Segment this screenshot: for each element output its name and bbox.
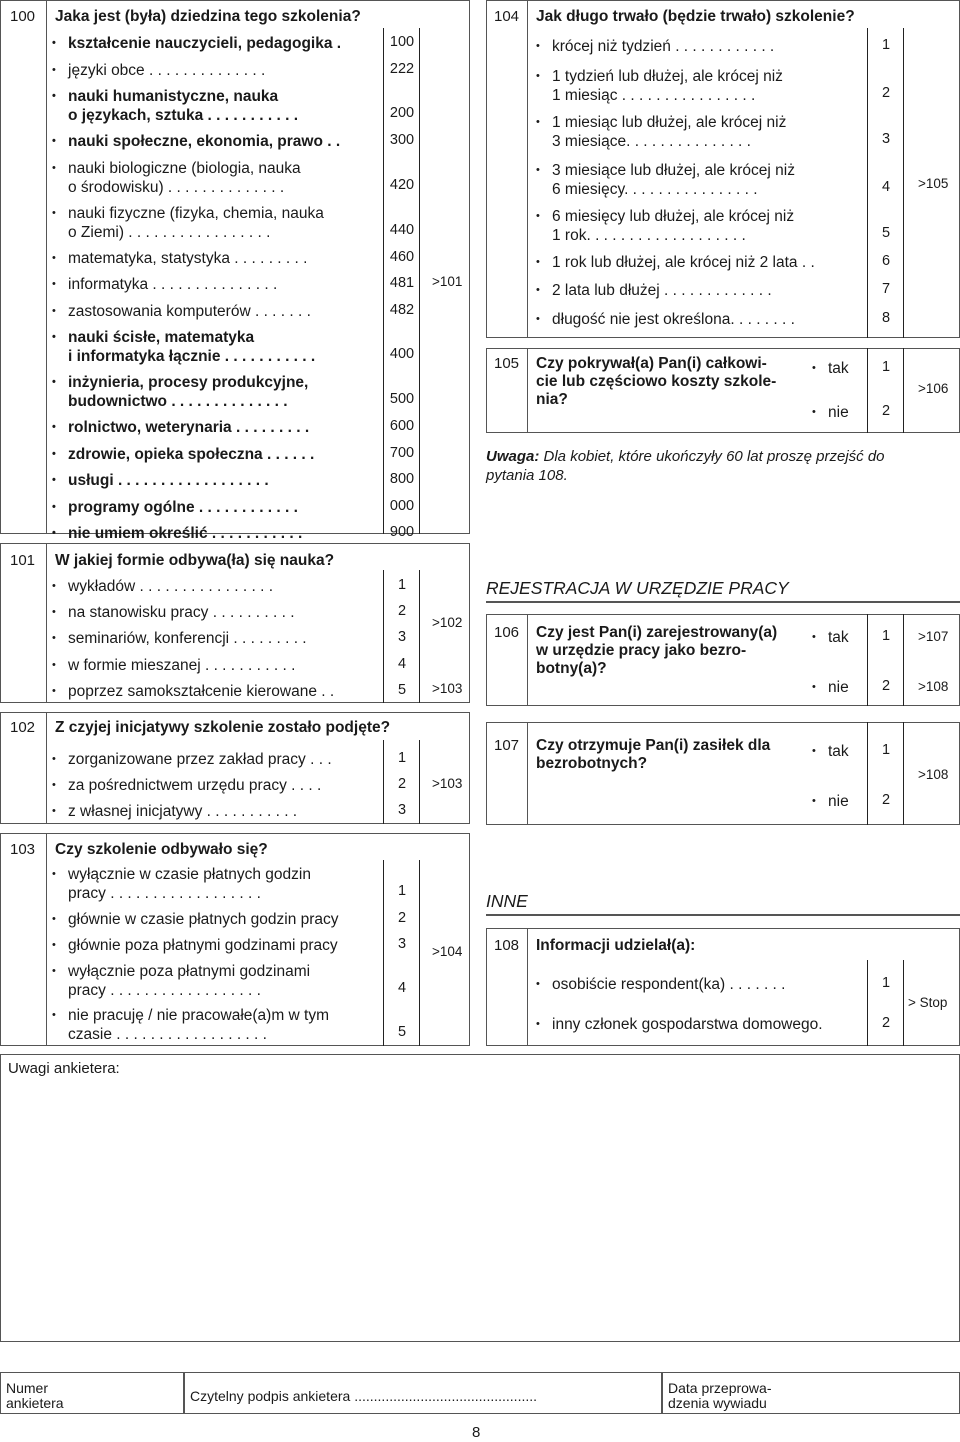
q100-option-label: języki obce . . . . . . . . . . . . . .: [68, 61, 266, 79]
q103-skip: >104: [432, 944, 463, 959]
q105-no[interactable]: • nie: [812, 404, 849, 421]
bullet-icon: •: [52, 658, 56, 671]
bullet-icon: •: [536, 284, 540, 296]
q104-code[interactable]: 4: [881, 179, 891, 195]
q104-code[interactable]: 8: [881, 310, 891, 326]
bullet-icon: •: [536, 164, 540, 176]
q100-option[interactable]: [52, 34, 341, 53]
q100-code[interactable]: 460: [389, 248, 415, 265]
q102-option[interactable]: [52, 750, 332, 769]
q107-no[interactable]: • nie: [812, 793, 849, 810]
q100-option-label: informatyka . . . . . . . . . . . . . . .: [68, 276, 278, 293]
bullet-icon: •: [52, 278, 56, 290]
q101-option[interactable]: [52, 656, 295, 675]
bullet-icon: •: [52, 474, 56, 486]
q100-code[interactable]: 222: [389, 60, 415, 77]
bullet-icon: •: [536, 210, 540, 222]
interview-date-label: Data przeprowa- dzenia wywiadu: [668, 1380, 772, 1411]
bullet-icon: •: [52, 805, 56, 818]
q100-code[interactable]: 100: [389, 34, 415, 50]
q100-option[interactable]: [52, 275, 277, 294]
q105-line3: nia?: [536, 391, 568, 408]
q100-code[interactable]: 440: [389, 221, 415, 238]
q100-option-label: usługi . . . . . . . . . . . . . . . . . .: [68, 472, 269, 489]
q107-code-2[interactable]: 2: [881, 792, 891, 808]
q104-option[interactable]: [536, 310, 795, 329]
signature-label: Czytelny podpis ankietera ...............................................: [190, 1388, 538, 1404]
section-other-title: INNE: [486, 891, 960, 916]
q104-option-label: 1 miesiąc lub dłużej, ale krócej niż 3 miesiące. . . . . . . . . . . . . . .: [552, 114, 787, 150]
bullet-icon: •: [52, 779, 56, 792]
q102-number: 102: [10, 719, 36, 736]
q103-code[interactable]: 2: [397, 910, 407, 926]
q101-skip-103: >103: [432, 681, 463, 696]
q100-option-label: nauki społeczne, ekonomia, prawo . .: [68, 133, 341, 150]
q103-option-label: wyłącznie poza płatnymi godzinami pracy . . . . . . . . . . . . . . . . . .: [68, 963, 311, 999]
q100-option[interactable]: [52, 204, 324, 242]
bullet-icon: •: [52, 500, 56, 513]
q100-code[interactable]: 500: [389, 391, 415, 407]
q106-yes[interactable]: • tak: [812, 629, 849, 646]
q104-option[interactable]: [536, 113, 786, 151]
q100-number: 100: [10, 8, 36, 25]
q100-option[interactable]: [52, 498, 298, 517]
q104-code[interactable]: 1: [881, 37, 891, 53]
bullet-icon: •: [52, 251, 56, 264]
q102-title: Z czyjej inicjatywy szkolenie zostało podjęte?: [55, 719, 391, 736]
q101-code[interactable]: 3: [397, 629, 407, 646]
women-note: Uwaga: Dla kobiet, które ukończyły 60 lat proszę przejść do pytania 108.: [486, 448, 885, 484]
q101-option-label: poprzez samokształcenie kierowane . .: [68, 682, 335, 700]
bullet-icon: •: [52, 527, 56, 539]
q100-option[interactable]: [52, 132, 340, 151]
q106-line1: Czy jest Pan(i) zarejestrowany(a): [536, 624, 778, 641]
q103-option-label: głównie w czasie płatnych godzin pracy: [68, 911, 339, 928]
q102-option[interactable]: [52, 802, 297, 821]
bullet-icon: •: [52, 90, 56, 102]
bullet-icon: •: [52, 580, 56, 592]
interviewer-number-label: Numer ankietera: [6, 1380, 64, 1411]
bullet-icon: •: [536, 256, 540, 268]
q100-code[interactable]: 400: [389, 346, 415, 362]
q103-option[interactable]: [52, 865, 311, 903]
bullet-icon: •: [52, 161, 56, 174]
bullet-icon: •: [52, 37, 56, 49]
q100-option[interactable]: [52, 302, 311, 321]
q100-option-label: kształcenie nauczycieli, pedagogika .: [68, 35, 342, 52]
q104-skip: >105: [918, 176, 949, 191]
q108-option-other[interactable]: • inny członek gospodarstwa domowego.: [536, 1016, 823, 1033]
q103-option-label: wyłącznie w czasie płatnych godzin pracy . . . . . . . . . . . . . . . . . .: [68, 866, 311, 902]
q105-number: 105: [494, 355, 520, 372]
q100-option[interactable]: [52, 328, 315, 366]
q100-code[interactable]: 800: [389, 471, 415, 487]
bullet-icon: •: [52, 939, 56, 951]
q100-option[interactable]: [52, 61, 265, 80]
bullet-icon: •: [52, 63, 56, 76]
bullet-icon: •: [52, 447, 56, 460]
q105-skip: >106: [918, 381, 949, 396]
q103-title: Czy szkolenie odbywało się?: [55, 841, 268, 858]
q100-option-label: zastosowania komputerów . . . . . . .: [68, 302, 311, 320]
q101-option-label: seminariów, konferencji . . . . . . . . .: [68, 630, 307, 648]
q103-option[interactable]: [52, 1006, 329, 1044]
q100-option-label: inżynieria, procesy produkcyjne, budownictwo . . . . . . . . . . . . . .: [68, 374, 309, 410]
q104-option-label: 3 miesiące lub dłużej, ale krócej niż 6 miesięcy. . . . . . . . . . . . . . . .: [552, 162, 795, 198]
bullet-icon: •: [52, 965, 56, 977]
q100-skip: >101: [432, 274, 463, 289]
q100-option[interactable]: [52, 418, 309, 437]
bullet-icon: •: [536, 70, 540, 82]
q104-option[interactable]: [536, 207, 794, 245]
q105-yes[interactable]: • tak: [812, 360, 849, 377]
q105-line2: cie lub częściowo koszty szkole-: [536, 373, 777, 390]
q108-code-2[interactable]: 2: [881, 1015, 891, 1031]
q103-option-label: głównie poza płatnymi godzinami pracy: [68, 937, 338, 954]
q108-number: 108: [494, 937, 520, 954]
q104-option-label: 6 miesięcy lub dłużej, ale krócej niż 1 rok. . . . . . . . . . . . . . . . . . .: [552, 208, 795, 244]
q108-skip: > Stop: [908, 995, 948, 1010]
section-registration-title: REJESTRACJA W URZĘDZIE PRACY: [486, 578, 960, 603]
q100-code[interactable]: 700: [389, 444, 415, 461]
q107-code-1[interactable]: 1: [881, 742, 891, 758]
bullet-icon: •: [52, 135, 56, 147]
bullet-icon: •: [52, 376, 56, 388]
q100-code[interactable]: 482: [389, 301, 415, 318]
q103-code[interactable]: 3: [397, 936, 407, 952]
q103-option[interactable]: [52, 936, 338, 955]
q101-code[interactable]: 1: [397, 577, 407, 593]
q103-option-label: nie pracuję / nie pracowałe(a)m w tym czasie . . . . . . . . . . . . . . . . . .: [68, 1007, 330, 1043]
q104-code[interactable]: 2: [881, 85, 891, 101]
q104-option-label: 2 lata lub dłużej . . . . . . . . . . . . .: [552, 282, 772, 299]
q102-code[interactable]: 3: [397, 802, 407, 819]
q103-code[interactable]: 1: [397, 883, 407, 899]
q101-option[interactable]: [52, 577, 273, 596]
bullet-icon: •: [52, 868, 56, 880]
q101-skip-102: >102: [432, 615, 463, 630]
q107-line1: Czy otrzymuje Pan(i) zasiłek dla: [536, 737, 771, 754]
remarks-box[interactable]: [0, 1054, 960, 1342]
q106-line2: w urzędzie pracy jako bezro-: [536, 642, 747, 659]
q100-option-label: nauki fizyczne (fizyka, chemia, nauka o Ziemi) . . . . . . . . . . . . . . . . .: [68, 204, 324, 241]
q108-code-1[interactable]: 1: [881, 975, 891, 991]
q104-option[interactable]: [536, 161, 795, 199]
q104-number: 104: [494, 8, 520, 25]
q100-option-label: nie umiem określić . . . . . . . . . . .: [68, 525, 303, 542]
q101-code[interactable]: 5: [397, 681, 407, 698]
q100-option[interactable]: [52, 445, 314, 464]
q100-code[interactable]: 600: [389, 418, 415, 434]
q100-title: Jaka jest (była) dziedzina tego szkolenia?: [55, 8, 361, 25]
q103-code[interactable]: 4: [397, 980, 407, 996]
q100-option-label: zdrowie, opieka społeczna . . . . . .: [68, 445, 315, 463]
q103-code[interactable]: 5: [397, 1024, 407, 1040]
q106-skip-108: >108: [918, 679, 949, 694]
q100-option[interactable]: [52, 87, 298, 125]
q101-option-label: wykładów . . . . . . . . . . . . . . . .: [68, 578, 273, 595]
q100-option-label: matematyka, statystyka . . . . . . . . .: [68, 249, 308, 267]
q106-line3: botny(a)?: [536, 660, 607, 677]
q101-option[interactable]: [52, 629, 307, 648]
q101-code[interactable]: 4: [397, 655, 407, 672]
q104-option-label: długość nie jest określona. . . . . . . .: [552, 311, 795, 328]
bullet-icon: •: [536, 313, 540, 325]
q101-option[interactable]: [52, 682, 334, 701]
q106-skip-107: >107: [918, 629, 949, 644]
q104-code[interactable]: 3: [881, 131, 891, 147]
q100-option-label: nauki humanistyczne, nauka o językach, sztuka . . . . . . . . . . .: [68, 88, 298, 124]
q104-option[interactable]: [536, 37, 774, 56]
q108-option-self[interactable]: • osobiście respondent(ka) . . . . . . .: [536, 976, 786, 993]
bullet-icon: •: [52, 206, 56, 219]
q103-number: 103: [10, 841, 36, 858]
q100-option[interactable]: [52, 159, 301, 197]
bullet-icon: •: [52, 632, 56, 645]
q104-option-label: krócej niż tydzień . . . . . . . . . . . .: [552, 38, 775, 55]
q105-code-2[interactable]: 2: [881, 403, 891, 419]
q106-code-1[interactable]: 1: [881, 628, 891, 644]
bullet-icon: •: [52, 606, 56, 619]
q104-code[interactable]: 6: [881, 253, 891, 269]
q100-option[interactable]: [52, 524, 302, 543]
q100-code[interactable]: 200: [389, 105, 415, 121]
q100-option-label: nauki biologiczne (biologia, nauka o środowisku) . . . . . . . . . . . . . .: [68, 159, 301, 196]
q102-option-label: z własnej inicjatywy . . . . . . . . . . .: [68, 803, 298, 821]
page-number: 8: [472, 1424, 481, 1441]
q100-option[interactable]: [52, 373, 308, 411]
q104-option[interactable]: [536, 253, 815, 272]
q100-option[interactable]: [52, 249, 307, 268]
bullet-icon: •: [52, 753, 56, 765]
q105-line1: Czy pokrywał(a) Pan(i) całkowi-: [536, 355, 767, 372]
q104-option-label: 1 rok lub dłużej, ale krócej niż 2 lata . .: [552, 254, 815, 271]
bullet-icon: •: [536, 116, 540, 128]
q101-title: W jakiej formie odbywa(ła) się nauka?: [55, 552, 335, 569]
q101-option-label: w formie mieszanej . . . . . . . . . . .: [68, 656, 296, 674]
q100-option-label: rolnictwo, weterynaria . . . . . . . . .: [68, 419, 310, 436]
q101-option-label: na stanowisku pracy . . . . . . . . . .: [68, 604, 295, 622]
bullet-icon: •: [52, 684, 56, 697]
q100-code[interactable]: 481: [389, 275, 415, 291]
q106-no[interactable]: • nie: [812, 679, 849, 696]
q101-number: 101: [10, 552, 36, 569]
q100-code[interactable]: 420: [389, 176, 415, 193]
q104-code[interactable]: 5: [881, 225, 891, 241]
q100-option[interactable]: [52, 471, 269, 490]
q102-code[interactable]: 2: [397, 776, 407, 793]
q104-title: Jak długo trwało (będzie trwało) szkolenie?: [536, 8, 855, 25]
q100-code[interactable]: 000: [389, 497, 415, 514]
q105-code-1[interactable]: 1: [881, 359, 891, 375]
q107-yes[interactable]: • tak: [812, 743, 849, 760]
q108-title: Informacji udzielał(a):: [536, 937, 696, 954]
q107-skip: >108: [918, 767, 949, 782]
q100-code[interactable]: 300: [389, 132, 415, 148]
q104-option[interactable]: [536, 281, 772, 300]
q106-number: 106: [494, 624, 520, 641]
q100-code[interactable]: 900: [389, 524, 415, 540]
q102-option-label: zorganizowane przez zakład pracy . . .: [68, 751, 332, 768]
bullet-icon: •: [536, 40, 540, 52]
q101-option[interactable]: [52, 603, 295, 622]
bullet-icon: •: [52, 913, 56, 925]
bullet-icon: •: [52, 1009, 56, 1021]
q102-option-label: za pośrednictwem urzędu pracy . . . .: [68, 777, 322, 795]
q101-code[interactable]: 2: [397, 603, 407, 620]
q104-option-label: 1 tydzień lub dłużej, ale krócej niż 1 miesiąc . . . . . . . . . . . . . . . .: [552, 68, 783, 104]
remarks-label: Uwagi ankietera:: [8, 1060, 120, 1077]
q100-option-label: programy ogólne . . . . . . . . . . . .: [68, 498, 298, 516]
q107-number: 107: [494, 737, 520, 754]
q103-option[interactable]: [52, 910, 339, 929]
q104-option[interactable]: [536, 67, 783, 105]
bullet-icon: •: [52, 304, 56, 317]
q103-option[interactable]: [52, 962, 310, 1000]
bullet-icon: •: [52, 331, 56, 343]
q102-option[interactable]: [52, 776, 321, 795]
q102-code[interactable]: 1: [397, 750, 407, 766]
bullet-icon: •: [52, 421, 56, 433]
q100-option-label: nauki ścisłe, matematyka i informatyka łącznie . . . . . . . . . . .: [68, 329, 316, 365]
q102-skip: >103: [432, 776, 463, 791]
q107-line2: bezrobotnych?: [536, 755, 648, 772]
q106-code-2[interactable]: 2: [881, 678, 891, 694]
q104-code[interactable]: 7: [881, 281, 891, 297]
